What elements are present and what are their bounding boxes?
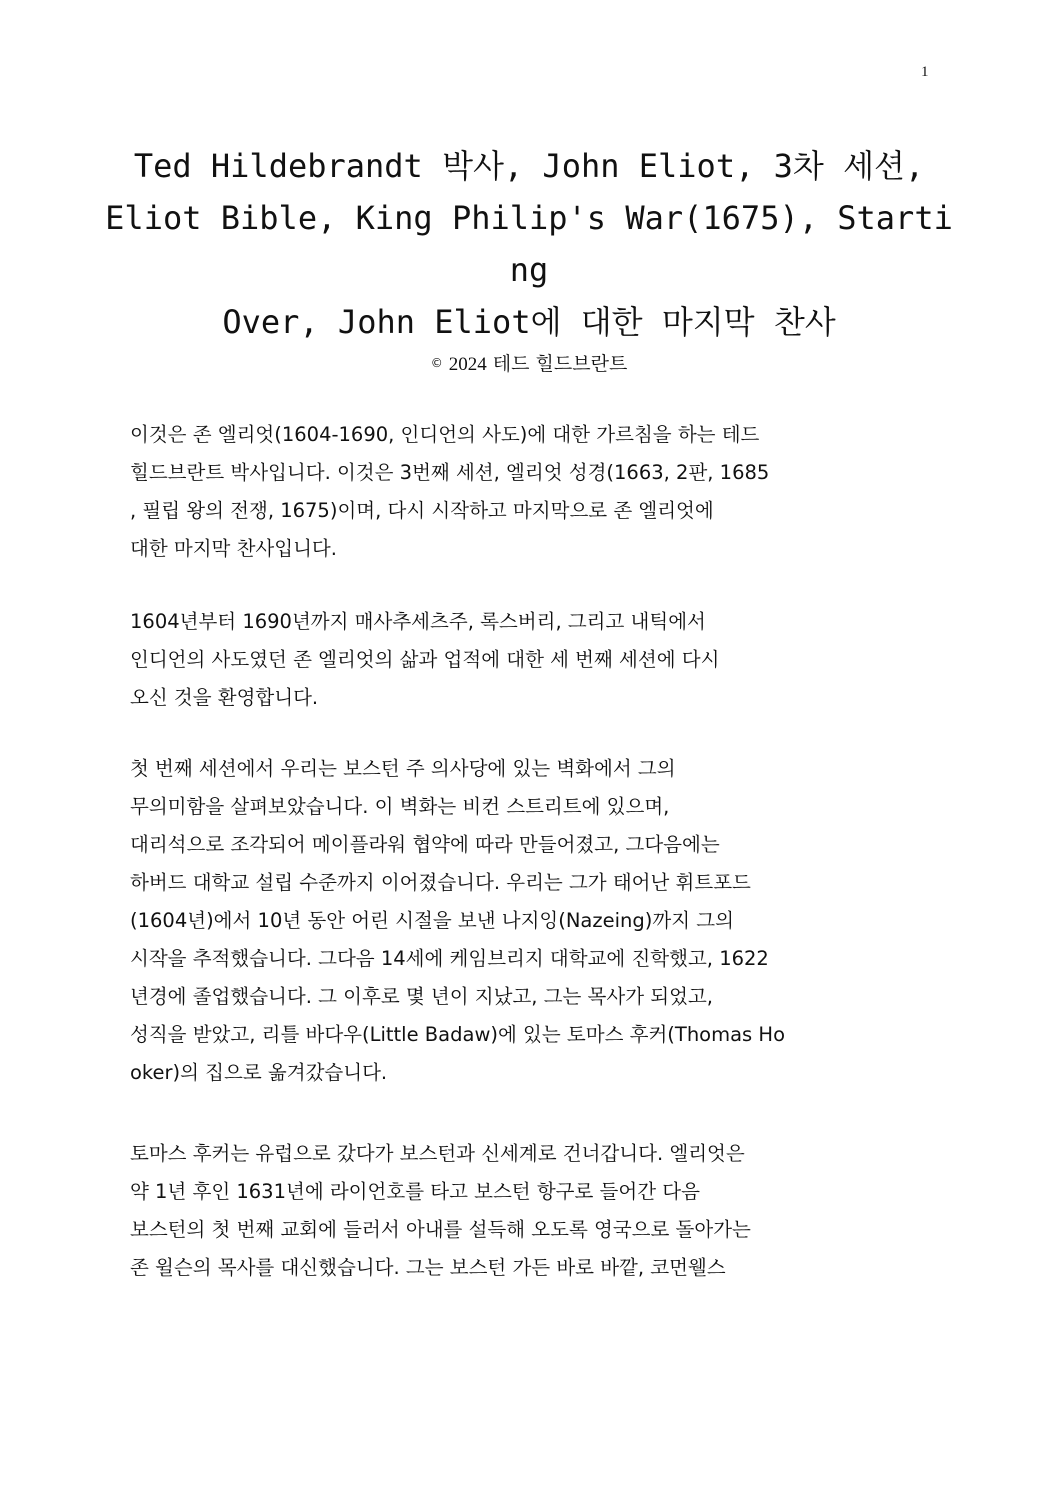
copyright-notice	[90, 349, 968, 376]
paragraph-line: 1604년부터 1690년까지 매사추세츠주, 록스버리, 그리고 내틱에서	[130, 610, 706, 633]
paragraph-line: 첫 번째 세션에서 우리는 보스턴 주 의사당에 있는 벽화에서 그의	[130, 757, 676, 780]
paragraph-line: 시작을 추적했습니다. 그다음 14세에 케임브리지 대학교에 진학했고, 1622	[130, 947, 769, 970]
paragraph-line: 성직을 받았고, 리틀 바다우(Little Badaw)에 있는 토마스 후커(Thomas Ho	[130, 1023, 786, 1046]
page-number: 1	[921, 64, 929, 80]
title-line: ng	[509, 251, 549, 289]
paragraph-line: 힐드브란트 박사입니다. 이것은 3번째 세션, 엘리엇 성경(1663, 2판, 1685	[130, 461, 770, 484]
paragraph-line: 존 윌슨의 목사를 대신했습니다. 그는 보스턴 가든 바로 바깥, 코먼웰스	[130, 1256, 726, 1279]
paragraph-line: 년경에 졸업했습니다. 그 이후로 몇 년이 지났고, 그는 목사가 되었고,	[130, 985, 713, 1008]
document-title	[90, 140, 968, 348]
paragraph-first-session-recap	[130, 750, 930, 1092]
title-line: Ted Hildebrandt 박사, John Eliot, 3차 세션,	[133, 147, 925, 185]
paragraph-thomas-hooker	[130, 1135, 930, 1287]
paragraph-introduction	[130, 416, 930, 568]
paragraph-welcome	[130, 603, 930, 717]
title-line: Over, John Eliot에 대한 마지막 찬사	[222, 303, 836, 341]
paragraph-line: 약 1년 후인 1631년에 라이언호를 타고 보스턴 항구로 들어간 다음	[130, 1180, 700, 1203]
paragraph-line: 인디언의 사도였던 존 엘리엇의 삶과 업적에 대한 세 번째 세션에 다시	[130, 648, 720, 671]
title-line: Eliot Bible, King Philip's War(1675), Starti	[105, 199, 953, 237]
paragraph-line: 대한 마지막 찬사입니다.	[130, 537, 337, 560]
paragraph-line: , 필립 왕의 전쟁, 1675)이며, 다시 시작하고 마지막으로 존 엘리엇에	[130, 499, 714, 522]
paragraph-line: 하버드 대학교 설립 수준까지 이어졌습니다. 우리는 그가 태어난 휘트포드	[130, 871, 751, 894]
paragraph-line: oker)의 집으로 옮겨갔습니다.	[130, 1061, 388, 1084]
paragraph-line: 무의미함을 살펴보았습니다. 이 벽화는 비컨 스트리트에 있으며,	[130, 795, 670, 818]
paragraph-line: 보스턴의 첫 번째 교회에 들러서 아내를 설득해 오도록 영국으로 돌아가는	[130, 1218, 751, 1241]
copyright-holder: 테드 힐드브란트	[492, 353, 628, 375]
paragraph-line: 토마스 후커는 유럽으로 갔다가 보스턴과 신세계로 건너갑니다. 엘리엇은	[130, 1142, 745, 1165]
paragraph-line: (1604년)에서 10년 동안 어린 시절을 보낸 나지잉(Nazeing)까지 그의	[130, 909, 734, 932]
paragraph-line: 이것은 존 엘리엇(1604-1690, 인디언의 사도)에 대한 가르침을 하는 테드	[130, 423, 760, 446]
paragraph-line: 대리석으로 조각되어 메이플라워 협약에 따라 만들어졌고, 그다음에는	[130, 833, 720, 856]
copyright-year: 2024	[448, 354, 487, 375]
paragraph-line: 오신 것을 환영합니다.	[130, 686, 319, 709]
copyright-symbol: ©	[430, 356, 443, 370]
